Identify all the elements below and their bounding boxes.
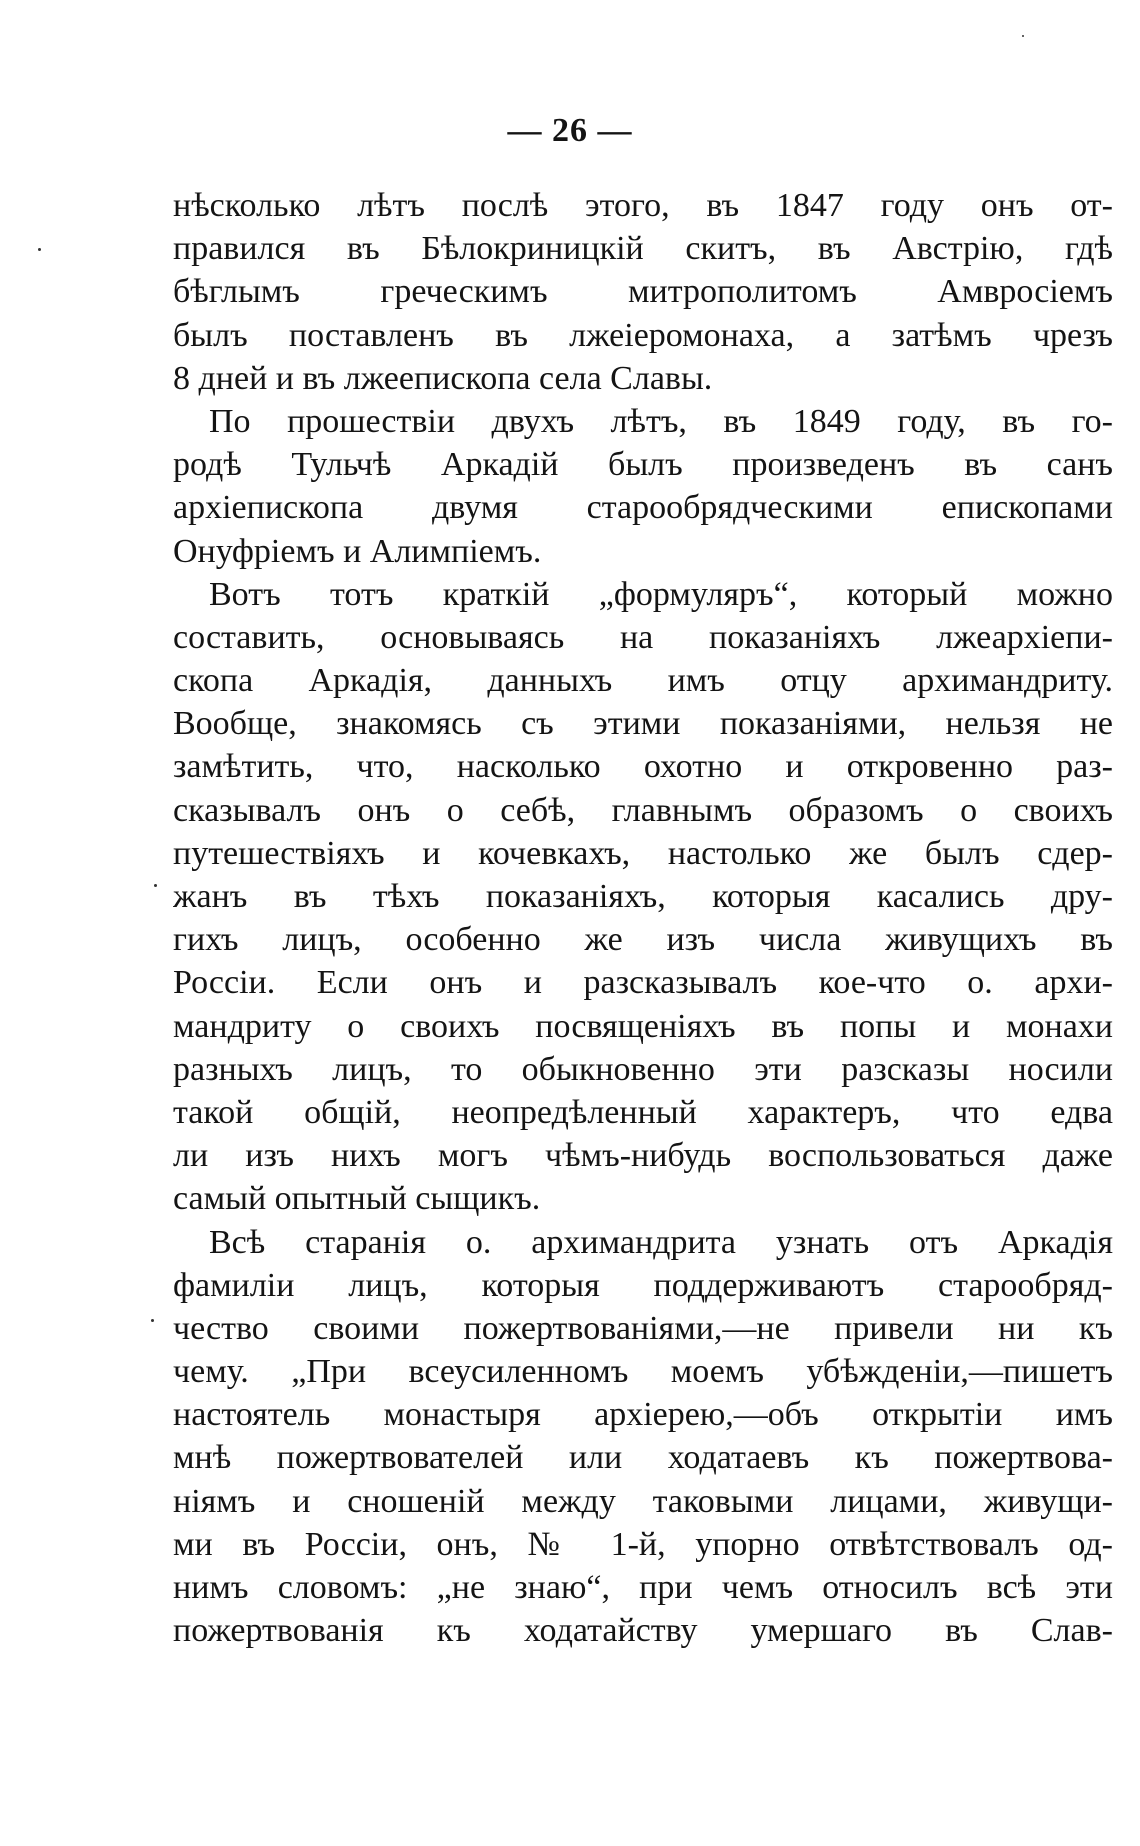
text-line: Онуфріемъ и Алимпіемъ. [173,532,542,570]
text-line: ли изъ нихъ могъ чѣмъ-нибудь воспользоваться даже [173,1137,1113,1175]
scan-speck [38,248,41,251]
body-text [173,184,1113,1652]
text-line: Россіи. Если онъ и разсказывалъ кое-что о. архи- [173,964,1113,1002]
text-line: пожертвованія къ ходатайству умершаго въ Слав- [173,1612,1113,1650]
text-line: путешествіяхъ и кочевкахъ, настолько же былъ сдер- [173,834,1113,872]
text-line: составить, основываясь на показаніяхъ лжеархіепи- [173,618,1113,656]
paragraph-start-line: Всѣ старанія о. архимандрита узнать отъ Аркадія [209,1223,1113,1261]
text-line: бѣглымъ греческимъ митрополитомъ Амвросіемъ [173,273,1113,311]
text-line: чество своими пожертвованіями,—не привели ни къ [173,1309,1113,1347]
text-line: самый опытный сыщикъ. [173,1180,541,1218]
text-line: скопа Аркадія, данныхъ имъ отцу архимандриту. [173,662,1113,700]
scan-speck [154,884,157,887]
text-line: былъ поставленъ въ лжеіеромонаха, а затѣмъ чрезъ [173,316,1113,354]
text-line: Вообще, знакомясь съ этими показаніями, нельзя не [173,705,1113,743]
scan-speck [151,1319,154,1322]
text-line: замѣтить, что, насколько охотно и откровенно раз- [173,748,1113,786]
text-line: родѣ Тульчѣ Аркадій былъ произведенъ въ санъ [173,446,1113,484]
text-line: мнѣ пожертвователей или ходатаевъ къ пожертвова- [173,1439,1113,1477]
text-line: мандриту о своихъ посвященіяхъ въ попы и монахи [173,1007,1113,1045]
page-number: — 26 — [507,112,633,149]
text-line: ніямъ и сношеній между таковыми лицами, живущи- [173,1482,1113,1520]
text-line: правился въ Бѣлокриницкій скитъ, въ Австрію, гдѣ [173,230,1113,268]
text-line: нимъ словомъ: „не знаю“, при чемъ относилъ всѣ эти [173,1569,1113,1606]
text-line: разныхъ лицъ, то обыкновенно эти разсказы носили [173,1050,1113,1088]
text-line: ми въ Россіи, онъ, № 1-й, упорно отвѣтствовалъ од- [173,1525,1113,1563]
text-line: такой общій, неопредѣленный характеръ, что едва [173,1093,1113,1131]
text-line: жанъ въ тѣхъ показаніяхъ, которыя касались дру- [173,878,1113,915]
text-line: фамиліи лицъ, которыя поддерживаютъ старообряд- [173,1266,1113,1304]
text-line: чему. „При всеусиленномъ моемъ убѣжденіи,—пишетъ [173,1353,1113,1391]
paragraph-start-line: По прошествіи двухъ лѣтъ, въ 1849 году, въ го- [209,402,1113,440]
text-line: 8 дней и въ лжеепископа села Славы. [173,359,713,397]
text-line: гихъ лицъ, особенно же изъ числа живущихъ въ [173,921,1113,959]
text-line: настоятель монастыря архіерею,—объ открытіи имъ [173,1396,1113,1434]
scan-speck [1022,35,1024,37]
text-line: архіепископа двумя старообрядческими епископами [173,489,1113,527]
text-line: нѣсколько лѣтъ послѣ этого, въ 1847 году онъ от- [173,187,1113,224]
paragraph-start-line: Вотъ тотъ краткій „формуляръ“, который можно [209,575,1113,613]
text-line: сказывалъ онъ о себѣ, главнымъ образомъ о своихъ [173,791,1113,829]
